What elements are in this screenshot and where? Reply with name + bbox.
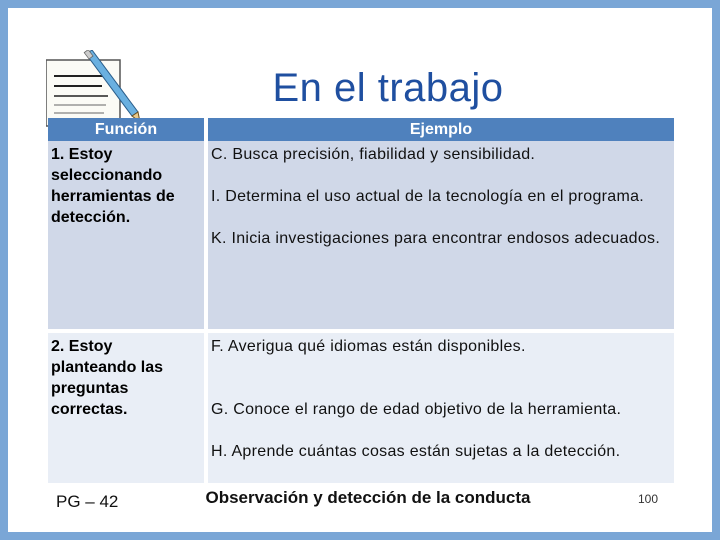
function-cell: 1. Estoy seleccionando herramientas de detección. bbox=[48, 141, 206, 331]
header-example: Ejemplo bbox=[206, 118, 674, 141]
function-example-table bbox=[48, 118, 674, 483]
slide bbox=[8, 8, 712, 532]
example-item: C. Busca precisión, fiabilidad y sensibilidad. bbox=[211, 146, 536, 163]
example-item: H. Aprende cuántas cosas están sujetas a la detección. bbox=[211, 443, 621, 460]
example-item: K. Inicia investigaciones para encontrar endosos adecuados. bbox=[211, 230, 661, 247]
example-cell bbox=[206, 331, 674, 483]
example-item: I. Determina el uso actual de la tecnología en el programa. bbox=[211, 188, 645, 205]
page-number: 100 bbox=[638, 492, 659, 506]
footer-subtitle: Observación y detección de la conducta bbox=[205, 488, 531, 507]
function-cell: 2. Estoy planteando las preguntas correctas. bbox=[48, 331, 206, 483]
table-row bbox=[48, 141, 674, 331]
slide-title: En el trabajo bbox=[272, 66, 504, 110]
example-item: G. Conoce el rango de edad objetivo de la herramienta. bbox=[211, 401, 622, 418]
footer-code: PG – 42 bbox=[56, 492, 119, 511]
example-cell bbox=[206, 141, 674, 331]
header-function: Función bbox=[48, 118, 206, 141]
table-row bbox=[48, 331, 674, 483]
example-item: F. Averigua qué idiomas están disponibles. bbox=[211, 338, 526, 355]
